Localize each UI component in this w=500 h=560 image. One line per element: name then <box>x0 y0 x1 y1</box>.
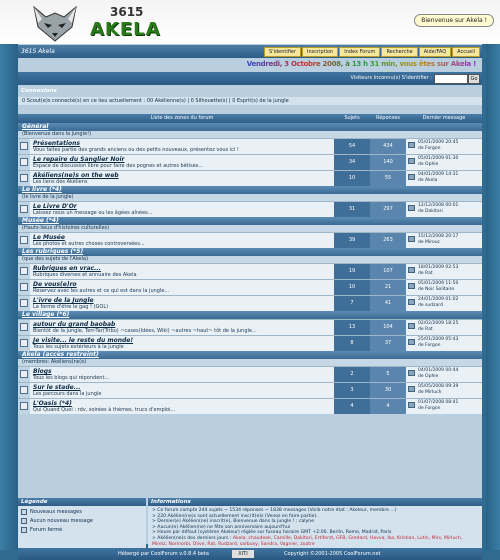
last-post-icon <box>408 299 415 305</box>
last-post-icon <box>408 267 415 273</box>
forum-row <box>18 398 482 414</box>
forum-desc: Les parcours dans la jungle <box>33 391 102 397</box>
forum-row <box>18 170 482 186</box>
forum-link[interactable]: De vous(e)ro <box>33 281 77 288</box>
new-messages-icon <box>21 509 27 515</box>
forum-cell <box>30 264 334 279</box>
nav-help-button[interactable]: Aide/FAQ <box>419 47 451 57</box>
last-post-icon <box>408 283 415 289</box>
info-line: > Ce forum compte 244 sujets ~ 1534 réponses ~ 1838 messages (Voilà notre état : Akeleur, membre ...) <box>152 508 397 513</box>
last-post-icon <box>408 370 415 376</box>
forum-last-post[interactable] <box>406 264 482 279</box>
forum-last-post[interactable] <box>406 202 482 217</box>
last-post-icon <box>408 158 415 164</box>
forum-status-icon <box>18 233 30 248</box>
login-input[interactable] <box>434 74 468 84</box>
last-post-icon <box>408 205 415 211</box>
forum-status-icon <box>18 171 30 186</box>
forum-link[interactable]: Je visite... le reste du monde! <box>33 337 134 344</box>
forum-last-post[interactable] <box>406 171 482 186</box>
forum-sujets: 39 <box>334 233 370 248</box>
forum-reponses: 263 <box>370 233 406 248</box>
footer-host[interactable]: Hébergé par CoolForum v.0.8.4 beta <box>118 551 209 557</box>
last-date: 05/01/2009 01:30 <box>418 156 459 161</box>
forum-sujets: 10 <box>334 171 370 186</box>
forum-last-post[interactable] <box>406 320 482 335</box>
nav-index-button[interactable]: Index Forum <box>339 47 380 57</box>
last-post-icon <box>408 402 415 408</box>
forum-last-post[interactable] <box>406 367 482 382</box>
forum-link[interactable]: Rubriques en vrac... <box>33 265 101 272</box>
recent-users-links[interactable]: Akela, chaudeek, Camille, Dakitari, Ertiferst, GFB, Gredard, Havva, Ika, Kristian, Lutin, Mirs, Mirluch, Mireiz, Normorbi, Olive, Rat, Rudzard, sarbusy, Sandra, Vagnier, zoatre <box>152 535 463 547</box>
infos-title: Informations <box>148 498 482 506</box>
infos-text <box>148 506 482 549</box>
forum-reponses: 21 <box>370 280 406 295</box>
forum-reponses: 4 <box>370 399 406 414</box>
forum-cell <box>30 202 334 217</box>
forum-sujets: 8 <box>334 336 370 351</box>
last-user: de Rat <box>418 271 433 276</box>
forum-reponses: 104 <box>370 320 406 335</box>
last-date: 05/05/2008 09:39 <box>418 384 459 389</box>
login-go-button[interactable]: Go <box>468 74 480 84</box>
forum-link[interactable]: Blogs <box>33 368 52 375</box>
last-user: de Akela <box>418 178 438 183</box>
forum-last-post[interactable] <box>406 383 482 398</box>
last-date: 02/02/2009 18:25 <box>418 321 459 326</box>
last-user: de Forgon <box>418 343 441 348</box>
forum-last-post[interactable] <box>406 155 482 170</box>
forum-reponses: 41 <box>370 296 406 311</box>
category-livre[interactable]: Le livre (*4) <box>18 186 482 194</box>
last-post-icon <box>408 386 415 392</box>
forum-row <box>18 295 482 311</box>
forum-desc: La forme d'être le gag ! (GOL) <box>33 304 109 310</box>
forum-link[interactable]: Le Livre D'Or <box>33 203 77 210</box>
forum-sujets: 4 <box>334 399 370 414</box>
forum-status-icon <box>18 280 30 295</box>
wolf-logo-icon <box>30 3 80 43</box>
forum-cell <box>30 155 334 170</box>
forum-desc: Les photos et autres choses controversées... <box>33 241 145 247</box>
forum-last-post[interactable] <box>406 233 482 248</box>
nav-home-button[interactable]: Accueil <box>452 47 480 57</box>
table-header <box>18 114 482 123</box>
forum-desc: Espace de discussion libre pour faire des pognes et autres bêtises... <box>33 163 204 169</box>
forum-reponses: 5 <box>370 367 406 382</box>
forum-status-icon <box>18 139 30 154</box>
last-post-icon <box>408 142 415 148</box>
forum-link[interactable]: Sur le stade... <box>33 384 81 391</box>
category-rubriques[interactable]: Les rubriques (*5) <box>18 248 482 256</box>
forum-sujets: 54 <box>334 139 370 154</box>
forum-row <box>18 154 482 170</box>
header-sujets: Sujets <box>344 115 360 121</box>
forum-link[interactable]: Le Musée <box>33 234 65 241</box>
last-user: de Ophie <box>418 374 439 379</box>
info-line <box>152 536 478 547</box>
last-date: 01/07/2008 08:41 <box>418 400 459 405</box>
forum-link[interactable]: L'Oasis (*4) <box>33 400 72 407</box>
legend-label: Aucun nouveau message <box>30 518 93 524</box>
forum-last-post[interactable] <box>406 296 482 311</box>
last-date: 25/01/2009 05:43 <box>418 337 459 342</box>
legend-item <box>18 518 146 524</box>
last-post-icon <box>408 236 415 242</box>
last-user: de Forgon <box>418 146 441 151</box>
forum-status-icon <box>18 320 30 335</box>
forum-sujets: 34 <box>334 155 370 170</box>
last-date: 24/01/2009 01:02 <box>418 297 459 302</box>
forum-cell <box>30 233 334 248</box>
category-desc: (le livre de la jungle) <box>18 194 482 201</box>
forum-sujets: 7 <box>334 296 370 311</box>
site-header <box>0 0 500 44</box>
forum-status-icon <box>18 399 30 414</box>
forum-sujets: 19 <box>334 264 370 279</box>
forum-desc: Réservez avec les autres et ce qui est dans la jungle... <box>33 288 170 294</box>
last-user: de Dakitari <box>418 209 443 214</box>
last-user: de Forgon <box>418 406 441 411</box>
ticker-text: Vendredi, 3 Octobre 2008, à 13 h 31 min, vous êtes sur Akela ! <box>246 60 476 68</box>
forum-reponses: 107 <box>370 264 406 279</box>
forum-desc: Tous les sujets extérieurs à la jungle <box>33 344 124 350</box>
forum-reponses: 140 <box>370 155 406 170</box>
forum-status-icon <box>18 155 30 170</box>
last-date: 05/01/2009 11:50 <box>418 281 459 286</box>
header-icon <box>18 114 30 123</box>
forum-link[interactable]: autour du grand baobab <box>33 321 116 328</box>
info-recent-label: > Akélien(ne)s des derniers jours : <box>152 535 232 541</box>
last-user: de Mirluch <box>418 390 442 395</box>
last-user: de Ophie <box>418 162 439 167</box>
last-post-icon <box>408 339 415 345</box>
forum-cell <box>30 320 334 335</box>
forum-cell <box>30 296 334 311</box>
forum-status-icon <box>18 367 30 382</box>
forum-reponses: 30 <box>370 383 406 398</box>
forum-link[interactable]: Présentations <box>33 140 80 147</box>
info-line: > 220 Akélien(ne)s sont actuellement inscrit(e)s (Venez en faire partie). <box>152 513 318 519</box>
forum-row <box>18 279 482 295</box>
logo-number: 3615 <box>110 5 144 19</box>
site-logo[interactable] <box>30 3 160 43</box>
last-date: 15/12/2008 20:17 <box>418 234 459 239</box>
login-bar <box>18 72 482 85</box>
category-akela[interactable]: Akela (accès restreint) <box>18 351 482 359</box>
last-user: de Rat <box>418 327 433 332</box>
forum-desc: Qui Quand Quoi : rdv, soirées à thèmes, trucs d'emploi... <box>33 407 176 413</box>
xiti-badge[interactable]: XITI <box>232 550 254 558</box>
forum-desc: Bientôt de la jungle, Terr-Tar(Tribu) ~cases(Idées, Wiki) ~autres ~haut~ tôt de la jungle... <box>33 328 257 334</box>
category-desc: (Hauts-lieux d'histoires culturelles) <box>18 225 482 232</box>
header-last: Dernier message <box>422 115 466 121</box>
logo-name: AKELA <box>90 19 161 40</box>
forum-cell <box>30 336 334 351</box>
last-date: 18/01/2009 02:53 <box>418 265 459 270</box>
last-date: 05/01/2009 20:45 <box>418 140 459 145</box>
forum-desc: Tous les blogs qui répondent... <box>33 375 110 381</box>
legend-item <box>18 509 146 515</box>
legend-panel <box>18 498 146 548</box>
forum-last-post[interactable] <box>406 139 482 154</box>
forum-reponses: 37 <box>370 336 406 351</box>
nav-register-button[interactable]: Inscription <box>302 47 338 57</box>
forum-reponses: 55 <box>370 171 406 186</box>
no-messages-icon <box>21 518 27 524</box>
forum-row <box>18 335 482 351</box>
forum-sujets: 13 <box>334 320 370 335</box>
forum-last-post[interactable] <box>406 336 482 351</box>
info-line: > Heure par défaut (système Akeleur) réglée sur fuseau horaire GMT +2:00. Berlin, Rome, Madrid, Paris <box>152 530 392 536</box>
forum-last-post[interactable] <box>406 280 482 295</box>
forum-cell <box>30 171 334 186</box>
welcome-bubble: Bienvenue sur Akela ! <box>414 14 494 27</box>
header-forum: Liste des zones du forum <box>150 115 214 121</box>
forum-sujets: 31 <box>334 202 370 217</box>
legend-item <box>18 527 146 533</box>
forum-frame <box>18 44 482 557</box>
info-line: > Dernier(e) Akélien(ne) inscrit(e), Bienvenue dans la jungle ! : calyne <box>152 519 315 525</box>
nav-bar <box>18 45 482 58</box>
forum-status-icon <box>18 383 30 398</box>
forum-cell <box>30 399 334 414</box>
forum-row <box>18 232 482 248</box>
category-musee[interactable]: Musée (*4) <box>18 217 482 225</box>
last-post-icon <box>408 174 415 180</box>
forum-row <box>18 366 482 382</box>
last-date: 12/12/2008 00:01 <box>418 203 459 208</box>
footer-copyright[interactable]: Copyright ©2001-2005 CoolForum.net <box>284 551 381 557</box>
forum-desc: Laissez nous un message ou les âgées aînées... <box>33 210 153 216</box>
forum-link[interactable]: L'ivre de la Jungle <box>33 297 94 304</box>
forum-reponses: 434 <box>370 139 406 154</box>
forum-link[interactable]: Le repaire du Sanglier Noir <box>33 156 125 163</box>
infos-panel <box>148 498 482 548</box>
legend-label: Nouveaux messages <box>30 509 82 515</box>
bottom-panels <box>18 498 482 548</box>
last-post-icon <box>408 323 415 329</box>
date-ticker <box>18 60 482 71</box>
page-background-right <box>486 0 500 550</box>
forum-link[interactable]: Akéliens(ne)s on the web <box>33 172 119 179</box>
forum-sujets: 2 <box>334 367 370 382</box>
category-general[interactable]: Général <box>18 123 482 131</box>
forum-last-post[interactable] <box>406 399 482 414</box>
forum-row <box>18 138 482 154</box>
category-village[interactable]: Le village (*6) <box>18 311 482 319</box>
forum-row <box>18 382 482 398</box>
info-line: > Aucun(e) Akélien(ne) ne fête son anniversaire aujourd'hui <box>152 524 291 530</box>
last-user: de sudzard <box>418 303 443 308</box>
forum-row <box>18 201 482 217</box>
forum-table <box>18 114 482 414</box>
forum-reponses: 297 <box>370 202 406 217</box>
last-user: de Mirouc <box>418 240 441 245</box>
forum-status-icon <box>18 336 30 351</box>
connexions-title: Connexions <box>21 88 57 94</box>
page-background-left <box>0 0 18 550</box>
login-label: Visiteurs Inconnu(s) S'identifier : <box>350 75 432 81</box>
connexions-text: 0 Scout(e)s connecté(s) en ce lieu actuellement : 00 Akélienne(s) | 0 Silhouette(s) | 0 Esprit(s) de la jungle <box>18 97 482 105</box>
forum-desc: Rubriques diverses et annuaire des Akela <box>33 272 137 278</box>
category-desc: (membres: Akéliens(ne)s) <box>18 359 482 366</box>
forum-status-icon <box>18 202 30 217</box>
category-desc: (Bienvenue dans la jungle!) <box>18 131 482 138</box>
forum-cell <box>30 280 334 295</box>
forum-desc: Vous faites partie des grands anciens ou des petits nouveaux, présentez vous ici ! <box>33 147 239 153</box>
forum-status-icon <box>18 264 30 279</box>
legend-label: Forum fermé <box>30 527 63 533</box>
forum-row <box>18 319 482 335</box>
last-date: 04/01/2009 00:44 <box>418 368 459 373</box>
legend-title: Légende <box>18 498 146 506</box>
last-user: de Noir Solitaire <box>418 287 455 292</box>
forum-cell <box>30 383 334 398</box>
header-reponses: Réponses <box>375 115 400 121</box>
last-date: 04/01/2009 14:31 <box>418 172 459 177</box>
locked-forum-icon <box>21 527 27 533</box>
forum-cell <box>30 139 334 154</box>
forum-cell <box>30 367 334 382</box>
forum-sujets: 3 <box>334 383 370 398</box>
nav-buttons <box>264 47 480 57</box>
category-desc: (que des sujets de l'Akela) <box>18 256 482 263</box>
forum-status-icon <box>18 296 30 311</box>
forum-sujets: 10 <box>334 280 370 295</box>
forum-row <box>18 263 482 279</box>
site-name: 3615 Akela <box>21 48 55 55</box>
nav-identify-button[interactable]: S'identifier <box>264 47 301 57</box>
forum-desc: Les liens des Akéliens <box>33 179 88 185</box>
nav-search-button[interactable]: Recherche <box>381 47 417 57</box>
